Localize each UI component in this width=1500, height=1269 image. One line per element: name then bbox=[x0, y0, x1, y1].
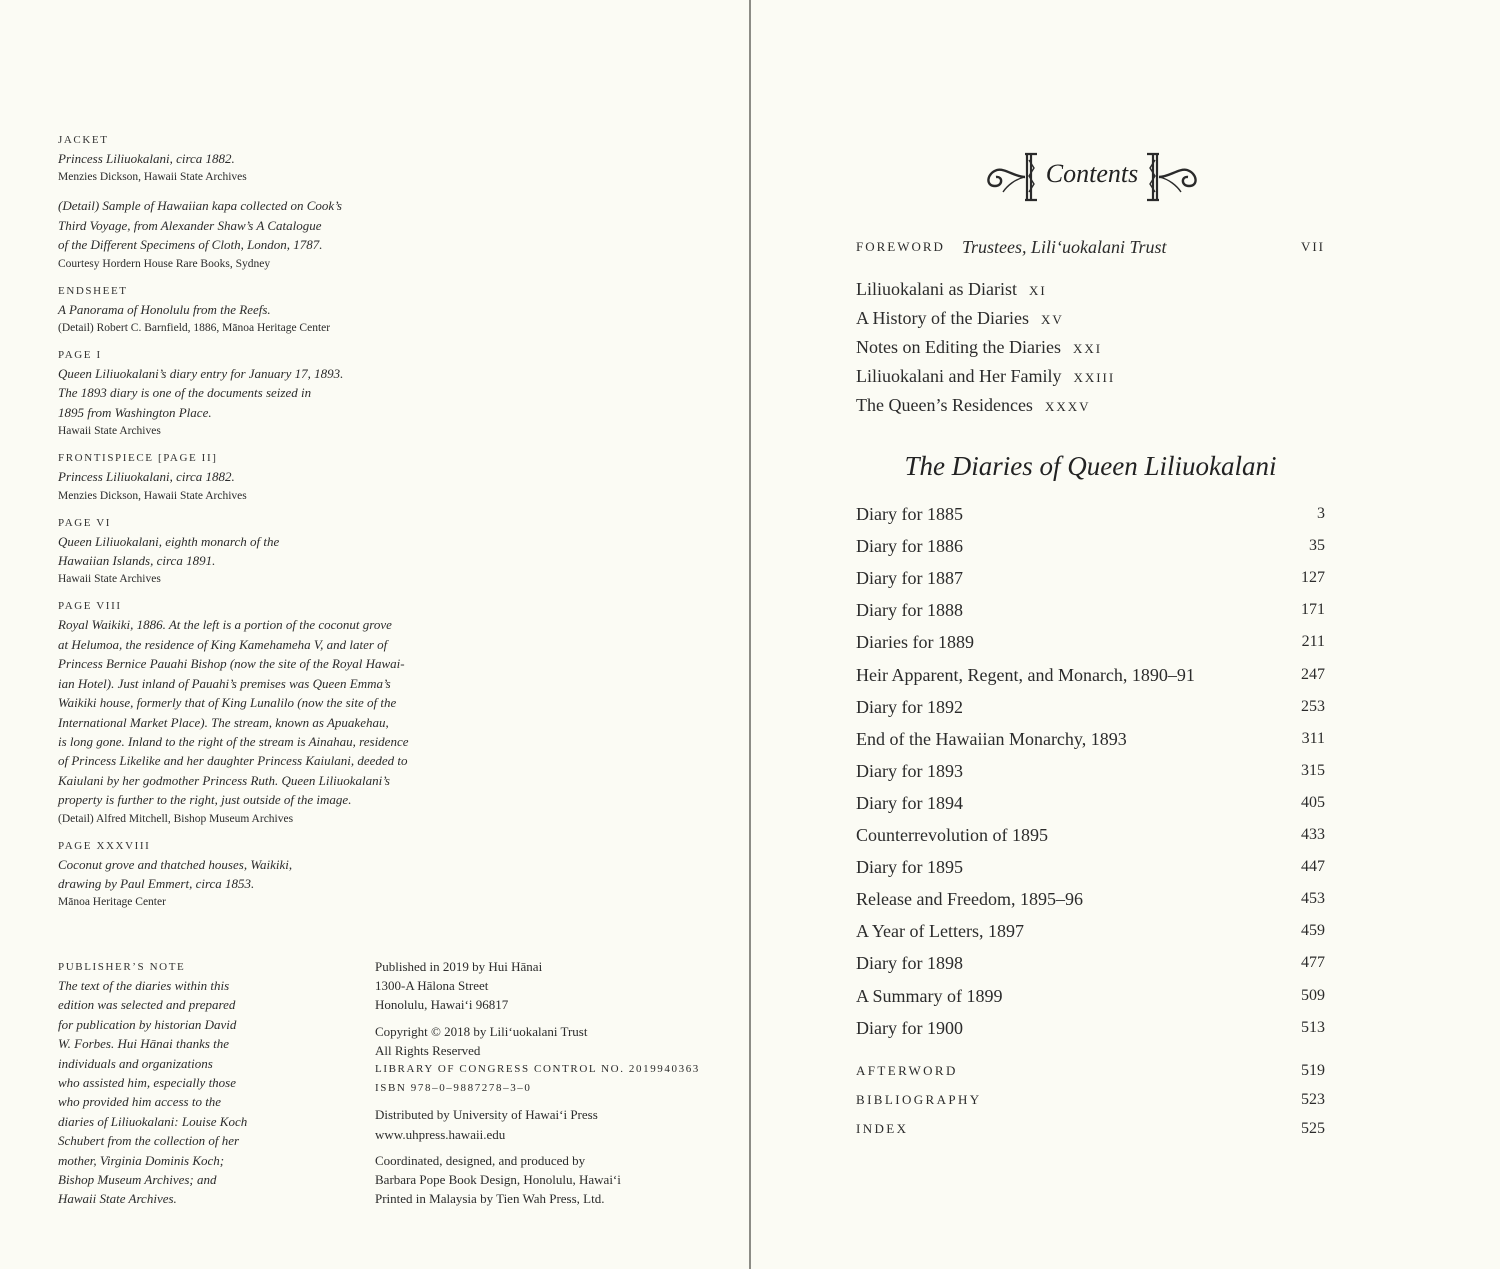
toc-entry-title: Diaries for 1889 bbox=[856, 632, 974, 653]
credit-caption-line: is long gone. Inland to the right of the stream is Ainahau, residence bbox=[58, 733, 409, 749]
credit-source: Mānoa Heritage Center bbox=[58, 896, 166, 909]
credit-caption-line: Kaiulani by her godmother Princess Ruth. Queen Liliuokalani’s bbox=[58, 772, 390, 788]
toc-entry[interactable] bbox=[856, 724, 1325, 754]
credit-source: (Detail) Robert C. Barnfield, 1886, Mānoa Heritage Center bbox=[58, 322, 331, 335]
publishers-note-line: who assisted him, especially those bbox=[58, 1075, 237, 1091]
toc-front-matter bbox=[856, 275, 1325, 420]
credit-caption-line: Royal Waikiki, 1886. At the left is a portion of the coconut grove bbox=[58, 617, 392, 633]
publishers-note-line: Schubert from the collection of her bbox=[58, 1133, 240, 1149]
credit-label: JACKET bbox=[58, 134, 109, 146]
foreword-author: Trustees, Lili‘uokalani Trust bbox=[962, 237, 1167, 257]
toc-entry-page: 3 bbox=[1317, 505, 1325, 522]
toc-entry[interactable] bbox=[856, 916, 1325, 946]
toc-back-title: BIBLIOGRAPHY bbox=[856, 1092, 982, 1107]
toc-front-item[interactable] bbox=[856, 304, 1325, 333]
credit-caption-line: of the Different Specimens of Cloth, London, 1787. bbox=[58, 237, 323, 253]
credit-block bbox=[58, 347, 458, 440]
toc-entry[interactable] bbox=[856, 1013, 1325, 1043]
toc-entry-title: A Year of Letters, 1897 bbox=[856, 921, 1024, 942]
publishers-note-label: PUBLISHER’S NOTE bbox=[58, 961, 186, 973]
credit-caption-line: Princess Bernice Pauahi Bishop (now the site of the Royal Hawai- bbox=[58, 656, 405, 672]
credit-caption-line: 1895 from Washington Place. bbox=[58, 404, 212, 420]
credit-caption-line: Hawaiian Islands, circa 1891. bbox=[58, 553, 216, 569]
toc-entry-title: A Summary of 1899 bbox=[856, 985, 1003, 1006]
toc-entry-title: Diary for 1888 bbox=[856, 600, 963, 621]
toc-entry-page: 211 bbox=[1301, 633, 1325, 651]
toc-entry-page: 171 bbox=[1301, 601, 1325, 619]
toc-entry-page: 253 bbox=[1301, 697, 1325, 715]
publishers-note-line: mother, Virginia Dominis Koch; bbox=[58, 1152, 225, 1168]
toc-entry-page: 453 bbox=[1301, 890, 1325, 908]
imprint-produced bbox=[375, 1151, 725, 1209]
credit-caption-line: (Detail) Sample of Hawaiian kapa collected on Cook’s bbox=[58, 198, 342, 214]
toc-entry[interactable] bbox=[856, 692, 1325, 722]
toc-entry-page: 127 bbox=[1301, 569, 1325, 587]
credit-source: Hawaii State Archives bbox=[58, 573, 161, 586]
toc-entry[interactable] bbox=[856, 788, 1325, 818]
toc-entry[interactable] bbox=[856, 852, 1325, 882]
toc-back-item[interactable] bbox=[856, 1056, 1325, 1085]
toc-entry[interactable] bbox=[856, 820, 1325, 850]
toc-foreword[interactable] bbox=[856, 233, 1325, 261]
credit-label: FRONTISPIECE [PAGE II] bbox=[58, 452, 218, 465]
imprint-distributed-line: Distributed by University of Hawai‘i Press bbox=[375, 1107, 598, 1123]
image-credits bbox=[58, 132, 458, 921]
toc-front-page: XXXV bbox=[1044, 399, 1091, 414]
toc-entry[interactable] bbox=[856, 499, 1325, 529]
toc-entry[interactable] bbox=[856, 981, 1325, 1011]
credit-block bbox=[58, 196, 458, 272]
toc-entry[interactable] bbox=[856, 627, 1325, 657]
credit-block bbox=[58, 598, 458, 827]
toc-entry-page: 311 bbox=[1301, 729, 1325, 747]
credit-caption-line: The 1893 diary is one of the documents seized in bbox=[58, 385, 312, 401]
publishers-note-line: diaries of Liliuokalani: Louise Koch bbox=[58, 1113, 248, 1129]
toc-entry-page: 509 bbox=[1301, 986, 1325, 1004]
toc-back-page: 523 bbox=[1301, 1091, 1325, 1108]
right-page bbox=[751, 0, 1500, 1269]
imprint-published-line: 1300-A Hālona Street bbox=[375, 978, 489, 994]
credit-label: PAGE I bbox=[58, 349, 102, 362]
credit-source: Menzies Dickson, Hawaii State Archives bbox=[58, 171, 247, 184]
credit-caption-line: Queen Liliuokalani, eighth monarch of the bbox=[58, 533, 280, 549]
toc-entry[interactable] bbox=[856, 884, 1325, 914]
publishers-note-line: individuals and organizations bbox=[58, 1055, 213, 1071]
credit-caption-line: International Market Place). The stream, known as Apuakehau, bbox=[58, 714, 389, 730]
publishers-note bbox=[58, 959, 273, 1209]
publishers-note-text bbox=[58, 976, 273, 1209]
credit-source: (Detail) Alfred Mitchell, Bishop Museum Archives bbox=[58, 812, 294, 825]
credit-block bbox=[58, 515, 458, 589]
toc-entry-page: 315 bbox=[1301, 761, 1325, 779]
toc-entry[interactable] bbox=[856, 563, 1325, 593]
toc-entry-page: 447 bbox=[1301, 858, 1325, 876]
diaries-section-title: The Diaries of Queen Liliuokalani bbox=[904, 451, 1277, 481]
credit-caption-line: Waikiki house, formerly that of King Lunalilo (now the site of the bbox=[58, 695, 397, 711]
imprint-copyright bbox=[375, 1022, 725, 1099]
credit-label: PAGE VI bbox=[58, 516, 112, 529]
imprint-produced-line: Printed in Malaysia by Tien Wah Press, Ltd. bbox=[375, 1191, 605, 1207]
credit-caption-line: Princess Liliuokalani, circa 1882. bbox=[58, 151, 235, 166]
credit-caption-line: drawing by Paul Emmert, circa 1853. bbox=[58, 875, 255, 891]
toc-front-item[interactable] bbox=[856, 333, 1325, 362]
imprint-isbn: ISBN 978–0–9887278–3–0 bbox=[375, 1082, 532, 1095]
credit-label: ENDSHEET bbox=[58, 284, 128, 297]
toc-entry-title: Diary for 1892 bbox=[856, 696, 963, 717]
publishers-note-line: The text of the diaries within this bbox=[58, 978, 230, 993]
credit-caption-line: at Helumoa, the residence of King Kamehameha V, and later of bbox=[58, 636, 388, 652]
credit-label: PAGE XXXVIII bbox=[58, 839, 151, 852]
toc-back-item[interactable] bbox=[856, 1085, 1325, 1114]
credit-label: PAGE VIII bbox=[58, 600, 122, 613]
toc-front-title: The Queen’s Residences bbox=[856, 395, 1033, 415]
toc-entry-page: 35 bbox=[1309, 537, 1325, 555]
toc-entry-title: Diary for 1898 bbox=[856, 953, 963, 974]
publishers-note-line: Bishop Museum Archives; and bbox=[58, 1172, 217, 1188]
toc-entry-title: Diary for 1894 bbox=[856, 792, 963, 813]
toc-entry-title: Diary for 1893 bbox=[856, 760, 963, 781]
credit-caption-line: A Panorama of Honolulu from the Reefs. bbox=[58, 301, 271, 317]
credit-caption-line: Third Voyage, from Alexander Shaw’s A Catalogue bbox=[58, 217, 322, 233]
toc-entry[interactable] bbox=[856, 531, 1325, 561]
toc-entry-page: 477 bbox=[1301, 954, 1325, 972]
toc-entry-page: 247 bbox=[1301, 665, 1325, 683]
toc-front-item[interactable] bbox=[856, 362, 1325, 391]
toc-front-page: XV bbox=[1040, 312, 1064, 327]
toc-entry-title: End of the Hawaiian Monarchy, 1893 bbox=[856, 728, 1127, 749]
foreword-page: VII bbox=[1300, 239, 1325, 254]
imprint-distributed-line: www.uhpress.hawaii.edu bbox=[375, 1126, 506, 1142]
credit-block bbox=[58, 450, 458, 504]
publishers-note-line: Hawaii State Archives. bbox=[58, 1191, 177, 1207]
imprint-published bbox=[375, 957, 725, 1015]
credit-caption-line: of Princess Likelike and her daughter Princess Kaiulani, deeded to bbox=[58, 753, 408, 769]
credit-block bbox=[58, 283, 458, 337]
toc-front-title: A History of the Diaries bbox=[856, 308, 1029, 328]
imprint bbox=[375, 957, 725, 1215]
imprint-copyright-line: All Rights Reserved bbox=[375, 1042, 481, 1058]
toc-back-page: 525 bbox=[1301, 1120, 1325, 1137]
toc-front-item[interactable] bbox=[856, 275, 1325, 304]
toc-front-page: XXIII bbox=[1073, 370, 1116, 385]
credit-caption-line: property is further to the right, just outside of the image. bbox=[58, 792, 352, 808]
imprint-published-line: Published in 2019 by Hui Hānai bbox=[375, 959, 543, 974]
imprint-distributed bbox=[375, 1105, 725, 1143]
toc-back-title: INDEX bbox=[856, 1121, 909, 1136]
toc-entry-page: 513 bbox=[1301, 1018, 1325, 1036]
toc-front-title: Notes on Editing the Diaries bbox=[856, 337, 1061, 357]
publishers-note-line: who provided him access to the bbox=[58, 1094, 222, 1110]
credit-source: Hawaii State Archives bbox=[58, 425, 161, 438]
imprint-copyright-line: Copyright © 2018 by Lili‘uokalani Trust bbox=[375, 1023, 588, 1039]
toc-back-page: 519 bbox=[1301, 1062, 1325, 1079]
toc-front-title: Liliuokalani and Her Family bbox=[856, 366, 1062, 386]
imprint-produced-line: Coordinated, designed, and produced by bbox=[375, 1152, 586, 1168]
toc-entry-title: Diary for 1900 bbox=[856, 1017, 963, 1038]
contents-title: Contents bbox=[1045, 159, 1139, 188]
toc-entry[interactable] bbox=[856, 756, 1325, 786]
imprint-produced-line: Barbara Pope Book Design, Honolulu, Hawai‘i bbox=[375, 1172, 621, 1188]
toc-entry-title: Diary for 1887 bbox=[856, 568, 963, 589]
toc-back-title: AFTERWORD bbox=[856, 1063, 958, 1078]
credit-block bbox=[58, 132, 458, 186]
imprint-loc: LIBRARY OF CONGRESS CONTROL NO. 2019940363 bbox=[375, 1063, 700, 1076]
toc-front-page: XI bbox=[1028, 283, 1047, 298]
publishers-note-line: W. Forbes. Hui Hānai thanks the bbox=[58, 1036, 230, 1052]
credit-caption-line: Queen Liliuokalani’s diary entry for January 17, 1893. bbox=[58, 366, 344, 382]
credit-caption-line: Coconut grove and thatched houses, Waikiki, bbox=[58, 856, 293, 872]
toc-back-item[interactable] bbox=[856, 1114, 1325, 1143]
toc-entry-page: 405 bbox=[1301, 793, 1325, 811]
toc-entry[interactable] bbox=[856, 948, 1325, 978]
publishers-note-line: edition was selected and prepared bbox=[58, 997, 236, 1013]
publishers-note-line: for publication by historian David bbox=[58, 1016, 237, 1032]
toc-entry-title: Diary for 1895 bbox=[856, 857, 963, 878]
ornament-left-icon bbox=[981, 146, 1041, 206]
foreword-label: FOREWORD bbox=[856, 239, 945, 254]
toc-entry[interactable] bbox=[856, 595, 1325, 625]
contents-heading bbox=[981, 146, 1203, 206]
credit-caption-line: Princess Liliuokalani, circa 1882. bbox=[58, 469, 235, 485]
toc-entry-title: Release and Freedom, 1895–96 bbox=[856, 889, 1083, 910]
credit-source: Menzies Dickson, Hawaii State Archives bbox=[58, 489, 247, 502]
credit-source: Courtesy Hordern House Rare Books, Sydney bbox=[58, 257, 271, 270]
toc-front-page: XXI bbox=[1072, 341, 1103, 356]
toc-entry[interactable] bbox=[856, 660, 1325, 690]
toc-entry-title: Heir Apparent, Regent, and Monarch, 1890–91 bbox=[856, 664, 1195, 685]
toc-front-item[interactable] bbox=[856, 391, 1325, 420]
ornament-right-icon bbox=[1143, 146, 1203, 206]
left-page bbox=[0, 0, 749, 1269]
credit-block bbox=[58, 838, 458, 912]
toc-entry-title: Diary for 1886 bbox=[856, 536, 963, 557]
toc-entry-title: Diary for 1885 bbox=[856, 504, 963, 524]
toc-front-title: Liliuokalani as Diarist bbox=[856, 279, 1017, 299]
imprint-published-line: Honolulu, Hawai‘i 96817 bbox=[375, 997, 509, 1013]
toc-entry-page: 433 bbox=[1301, 826, 1325, 843]
toc-entry-title: Counterrevolution of 1895 bbox=[856, 825, 1048, 845]
credit-caption-line: ian Hotel). Just inland of Pauahi’s premises was Queen Emma’s bbox=[58, 675, 391, 691]
toc-entry-page: 459 bbox=[1301, 922, 1325, 940]
